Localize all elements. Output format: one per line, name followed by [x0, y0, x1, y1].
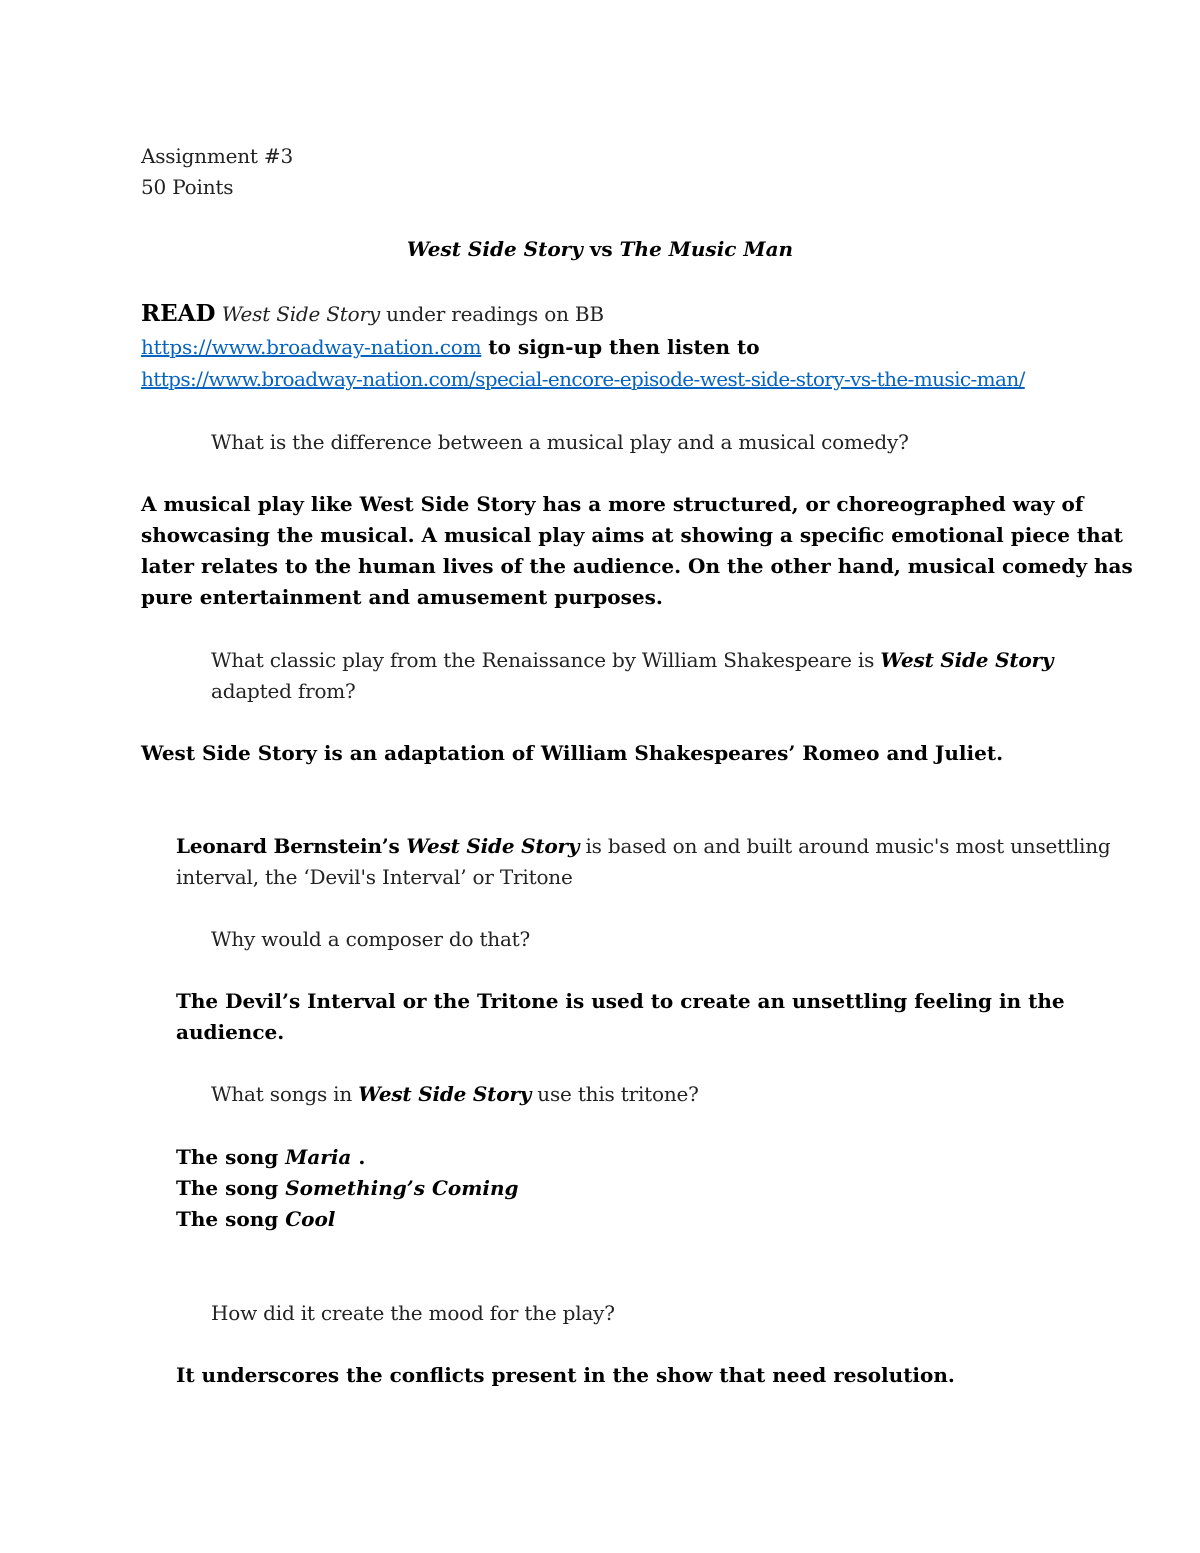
- episode-line: [141, 364, 1025, 395]
- points-label: 50 Points: [141, 175, 234, 199]
- question-4-title: West Side Story: [358, 1082, 532, 1106]
- answer-5: It underscores the conflicts present in the show that need resolution.: [176, 1363, 955, 1387]
- title-part1: West Side Story: [406, 237, 583, 261]
- title-vs: vs: [582, 237, 620, 261]
- question-4-post: use this tritone?: [531, 1082, 699, 1106]
- answer-2: West Side Story is an adaptation of William Shakespeares’ Romeo and Juliet.: [141, 741, 1004, 765]
- question-4-pre: What songs in: [211, 1082, 359, 1106]
- question-2: [211, 645, 1053, 676]
- read-word: READ: [141, 300, 216, 327]
- signup-text: to sign-up then listen to: [481, 335, 760, 359]
- songs-list: [176, 1142, 519, 1235]
- bernstein-rest: is based on and built around music's most unsettling: [579, 834, 1111, 858]
- question-3: Why would a composer do that?: [211, 927, 531, 951]
- bernstein-line2: interval, the ‘Devil's Interval’ or Tritone: [176, 865, 573, 889]
- answer-3-line: audience.: [176, 1020, 285, 1044]
- question-4: [211, 1079, 699, 1110]
- answer-1-line: later relates to the human lives of the audience. On the other hand, musical comedy has: [141, 554, 1133, 578]
- question-5: How did it create the mood for the play?: [211, 1301, 615, 1325]
- answer-1: [141, 489, 1133, 613]
- song-item: The song Cool: [176, 1207, 336, 1231]
- answer-3: [176, 986, 1065, 1048]
- read-title: West Side Story: [221, 302, 380, 326]
- question-2-pre: What classic play from the Renaissance by William Shakespeare is: [211, 648, 881, 672]
- bernstein-statement: [176, 831, 1111, 862]
- signup-line: [141, 332, 760, 363]
- answer-1-line: showcasing the musical. A musical play aims at showing a specific emotional piece that: [141, 523, 1123, 547]
- read-rest: under readings on BB: [379, 302, 604, 326]
- title-part2: The Music Man: [619, 237, 794, 261]
- song-item: The song Something’s Coming: [176, 1176, 519, 1200]
- answer-1-line: A musical play like West Side Story has a more structured, or choreographed way of: [141, 492, 1084, 516]
- question-1: What is the difference between a musical play and a musical comedy?: [211, 430, 909, 454]
- document-title: [0, 234, 1200, 265]
- question-2-cont: adapted from?: [211, 679, 356, 703]
- assignment-label: Assignment #3: [141, 144, 294, 168]
- song-item: The song Maria .: [176, 1145, 366, 1169]
- read-instruction: [141, 298, 604, 330]
- answer-1-line: pure entertainment and amusement purposes.: [141, 585, 663, 609]
- episode-link[interactable]: https://www.broadway-nation.com/special-encore-episode-west-side-story-vs-the-music-man/: [141, 367, 1025, 391]
- bernstein-name: Leonard Bernstein’s: [176, 834, 407, 858]
- signup-link[interactable]: https://www.broadway-nation.com: [141, 335, 482, 359]
- answer-3-line: The Devil’s Interval or the Tritone is used to create an unsettling feeling in the: [176, 989, 1065, 1013]
- bernstein-title: West Side Story: [406, 834, 580, 858]
- question-2-title: West Side Story: [880, 648, 1054, 672]
